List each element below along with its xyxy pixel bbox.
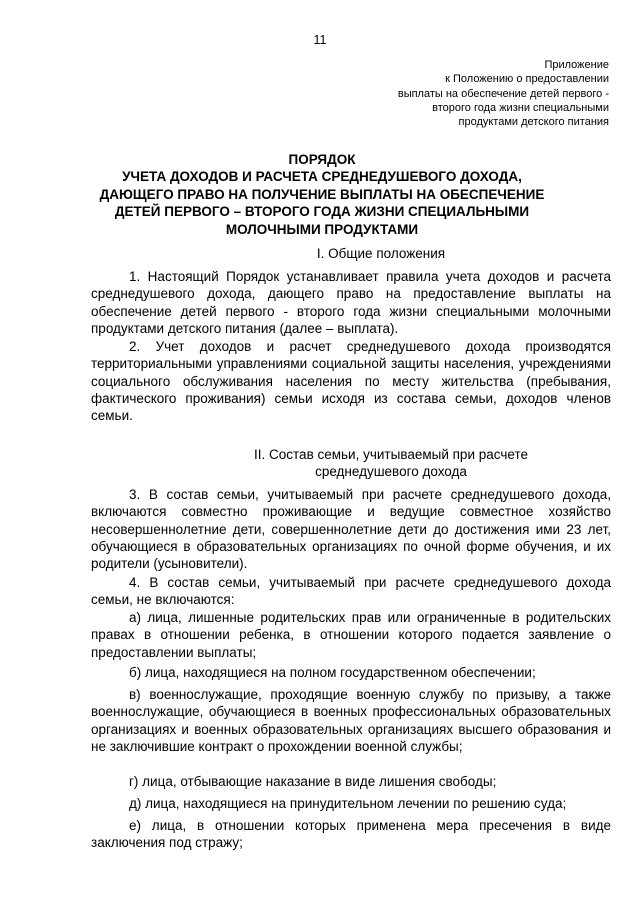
appendix-line: Приложение	[544, 59, 609, 71]
list-item-d: д) лица, находящиеся на принудительном лечении по решению суда;	[129, 796, 567, 811]
section-2-heading-block	[91, 446, 611, 481]
paragraph-1-block	[91, 268, 611, 337]
item-v-block	[91, 686, 611, 755]
paragraph-2-block	[91, 338, 611, 424]
page-number: 11	[313, 33, 327, 47]
section-1-heading-block	[91, 245, 611, 262]
title-line: ДАЮЩЕГО ПРАВО НА ПОЛУЧЕНИЕ ВЫПЛАТЫ НА ОБЕСПЕЧЕНИЕ	[99, 186, 545, 202]
section-2-heading-line: среднедушевого дохода	[315, 464, 467, 480]
title-line: МОЛОЧНЫМИ ПРОДУКТАМИ	[225, 221, 419, 237]
item-d-block	[91, 795, 611, 812]
list-item-b: б) лица, находящиеся на полном государственном обеспечении;	[129, 665, 536, 680]
appendix-line: второго года жизни специальными	[432, 101, 609, 114]
list-item-g: г) лица, отбывающие наказание в виде лишения свободы;	[129, 774, 497, 789]
paragraph-3: 3. В состав семьи, учитываемый при расчете среднедушевого дохода, включаются совместно проживающие и ведущие совместное хозяйство несовершеннолетние дети, совершеннолетние дети до достижения ими 23 лет, обучающиеся в образовательных организациях по очной форме обучения, и их родители (усыновители).	[91, 487, 611, 572]
document-title	[84, 151, 560, 238]
item-b-block	[91, 664, 611, 681]
title-line: ДЕТЕЙ ПЕРВОГО – ВТОРОГО ГОДА ЖИЗНИ СПЕЦИАЛЬНЫМИ	[114, 204, 530, 220]
item-e-block	[91, 817, 611, 852]
paragraph-1: 1. Настоящий Порядок устанавливает правила учета доходов и расчета среднедушевого дохода, дающего право на предоставление выплаты на обеспечение детей первого - второго года жизни специальными молочными продуктами детского питания (далее – выплата).	[91, 269, 611, 336]
title-line: УЧЕТА ДОХОДОВ И РАСЧЕТА СРЕДНЕДУШЕВОГО ДОХОДА,	[122, 169, 522, 185]
paragraph-4: 4. В состав семьи, учитываемый при расчете среднедушевого дохода семьи, не включаются:	[91, 575, 611, 608]
section-1-heading: I. Общие положения	[316, 246, 446, 261]
item-g-block	[91, 773, 611, 790]
list-item-e: е) лица, в отношении которых применена мера пресечения в виде заключения под стражу;	[91, 818, 611, 851]
appendix-line: продуктами детского питания	[458, 116, 609, 129]
item-a-block	[91, 609, 611, 661]
paragraph-4-block	[91, 574, 611, 609]
list-item-a: а) лица, лишенные родительских прав или ограниченные в родительских правах в отношении ребенка, в отношении которого подается заявление о предоставлении выплаты;	[91, 610, 611, 660]
appendix-line: выплаты на обеспечение детей первого -	[397, 87, 609, 100]
paragraph-2: 2. Учет доходов и расчет среднедушевого дохода производятся территориальными управлениями социальной защиты населения, учреждениями социального обслуживания населения по месту жительства (пребывания, фактического проживания) семьи исходя из состава семьи, доходов членов семьи.	[91, 339, 611, 424]
appendix-note	[309, 58, 609, 129]
paragraph-3-block	[91, 486, 611, 572]
section-2-heading-line: II. Состав семьи, учитываемый при расчете	[254, 447, 528, 462]
appendix-line: к Положению о предоставлении	[445, 73, 609, 86]
title-line: ПОРЯДОК	[288, 152, 356, 167]
list-item-v: в) военнослужащие, проходящие военную службу по призыву, а также военнослужащие, обучающиеся в военных профессиональных образовательных организациях и военных образовательных организациях высшего образования и не заключившие контракт о прохождении военной службы;	[91, 687, 611, 754]
